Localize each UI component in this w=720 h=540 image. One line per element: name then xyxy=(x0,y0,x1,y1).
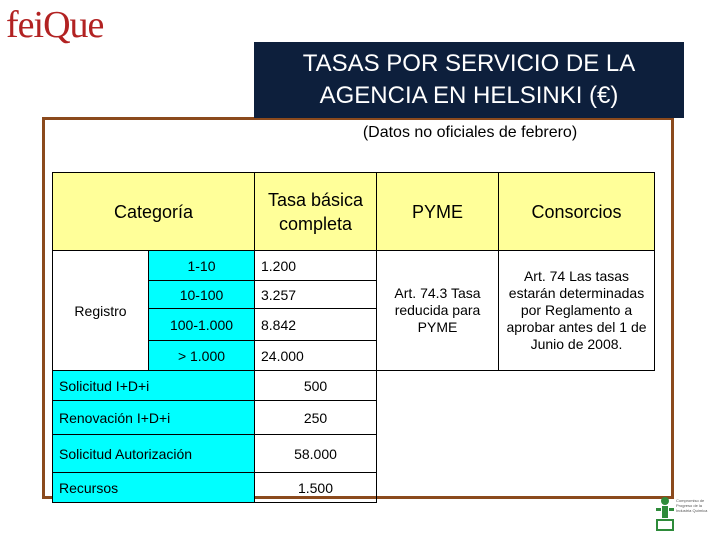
other-row-value: 250 xyxy=(255,401,377,435)
registro-range: > 1.000 xyxy=(149,341,255,371)
other-row-label: Solicitud Autorización xyxy=(53,435,255,473)
other-row-value: 58.000 xyxy=(255,435,377,473)
header-pyme: PYME xyxy=(377,173,499,251)
empty-cell xyxy=(377,435,655,473)
header-tasa-basica: Tasa básica completa xyxy=(255,173,377,251)
responsible-care-text: Compromiso de Progreso de la Industria Química xyxy=(676,498,708,513)
other-row-label: Renovación I+D+i xyxy=(53,401,255,435)
registro-value: 8.842 xyxy=(255,309,377,341)
registro-range: 10-100 xyxy=(149,281,255,309)
consorcios-note: Art. 74 Las tasas estarán determinadas por Reglamento a aprobar antes del 1 de Junio de 2008. xyxy=(499,251,655,371)
fees-table xyxy=(52,172,655,503)
empty-cell xyxy=(377,401,655,435)
registro-value: 24.000 xyxy=(255,341,377,371)
empty-cell xyxy=(377,371,655,401)
page-subtitle: (Datos no oficiales de febrero) xyxy=(362,124,578,141)
header-consorcios: Consorcios xyxy=(499,173,655,251)
responsible-care-logo xyxy=(654,494,714,534)
other-row-value: 1.500 xyxy=(255,473,377,503)
registro-label: Registro xyxy=(53,251,149,371)
other-row-value: 500 xyxy=(255,371,377,401)
other-row-label: Solicitud I+D+i xyxy=(53,371,255,401)
feique-logo: feiQue xyxy=(6,4,104,46)
registro-range: 100-1.000 xyxy=(149,309,255,341)
page-title: TASAS POR SERVICIO DE LA AGENCIA EN HELSINKI (€) xyxy=(254,42,684,118)
header-categoria: Categoría xyxy=(53,173,255,251)
responsible-care-icon xyxy=(654,494,676,534)
empty-cell xyxy=(377,473,655,503)
other-row-label: Recursos xyxy=(53,473,255,503)
registro-range: 1-10 xyxy=(149,251,255,281)
registro-value: 1.200 xyxy=(255,251,377,281)
registro-value: 3.257 xyxy=(255,281,377,309)
pyme-note: Art. 74.3 Tasa reducida para PYME xyxy=(377,251,499,371)
